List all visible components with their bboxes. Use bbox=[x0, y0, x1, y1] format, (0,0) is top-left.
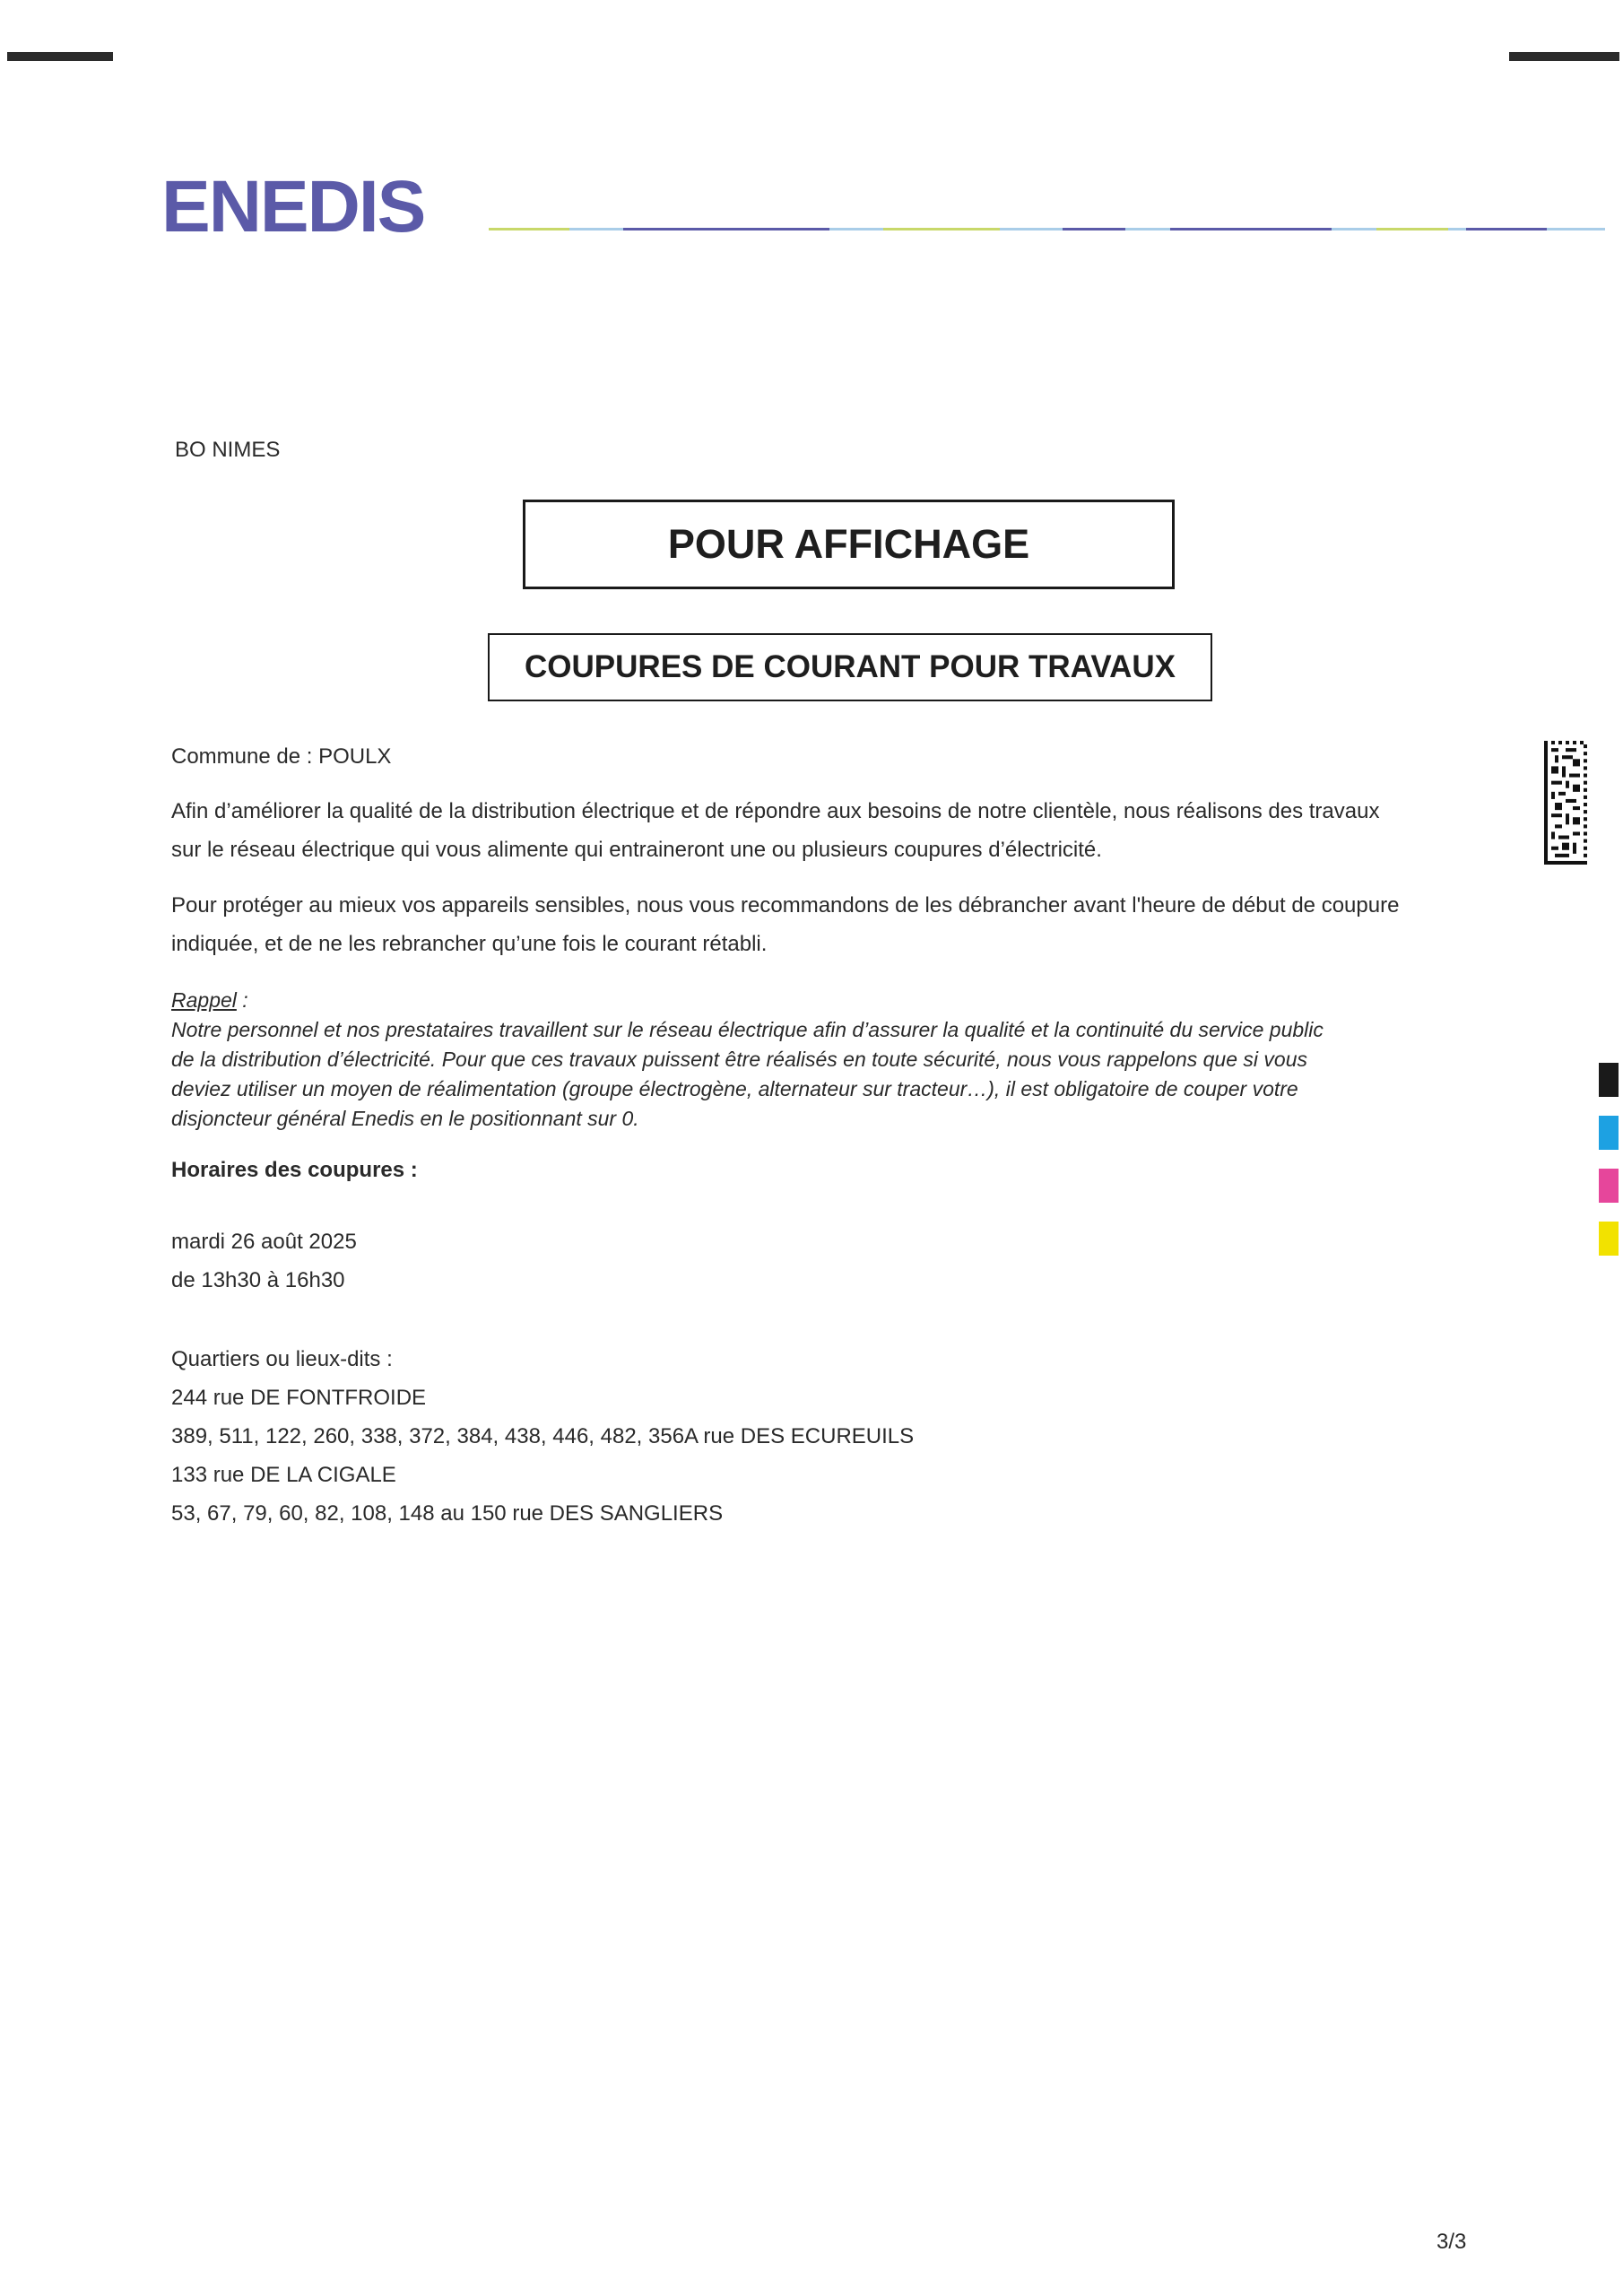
datamatrix-code-icon bbox=[1544, 741, 1587, 865]
page-number: 3/3 bbox=[1436, 2230, 1467, 2254]
enedis-logo bbox=[161, 170, 466, 242]
paragraph-intro bbox=[171, 792, 1480, 869]
paragraph-advice-line: Pour protéger au mieux vos appareils sensibles, nous vous recommandons de les débrancher avant l'heure de début de coupure bbox=[171, 893, 1400, 918]
locations-heading: Quartiers ou lieux-dits : bbox=[171, 1347, 393, 1371]
registration-mark-magenta bbox=[1599, 1169, 1619, 1203]
sender-office: BO NIMES bbox=[175, 438, 281, 462]
rappel-line: deviez utiliser un moyen de réalimentation (groupe électrogène, alternateur sur tracteur…), il est obligatoire de couper votre bbox=[171, 1077, 1298, 1100]
rappel-line: Notre personnel et nos prestataires travaillent sur le réseau électrique afin d’assurer la qualité et la continuité du service public bbox=[171, 1018, 1324, 1041]
rappel-block bbox=[171, 986, 1480, 1134]
location-item: 133 rue DE LA CIGALE bbox=[171, 1463, 396, 1487]
paragraph-advice-line: indiquée, et de ne les rebrancher qu’une fois le courant rétabli. bbox=[171, 932, 768, 956]
title-box: POUR AFFICHAGE bbox=[523, 500, 1175, 589]
schedule-date: mardi 26 août 2025 bbox=[171, 1230, 357, 1254]
schedule-time: de 13h30 à 16h30 bbox=[171, 1268, 345, 1292]
subtitle-box: COUPURES DE COURANT POUR TRAVAUX bbox=[488, 633, 1212, 701]
rappel-line: disjoncteur général Enedis en le positionnant sur 0. bbox=[171, 1107, 639, 1130]
logo-text: ENEDIS bbox=[161, 170, 425, 242]
paragraph-intro-line: Afin d’améliorer la qualité de la distribution électrique et de répondre aux besoins de notre clientèle, nous réalisons des travaux bbox=[171, 799, 1380, 823]
location-item: 53, 67, 79, 60, 82, 108, 148 au 150 rue DES SANGLIERS bbox=[171, 1501, 724, 1526]
rappel-heading bbox=[171, 986, 1480, 1015]
registration-mark-black bbox=[1599, 1063, 1619, 1097]
paragraph-intro-line: sur le réseau électrique qui vous alimente qui entraineront une ou plusieurs coupures d’électricité. bbox=[171, 838, 1102, 862]
rappel-colon: : bbox=[236, 988, 248, 1012]
paragraph-advice bbox=[171, 886, 1480, 963]
location-item: 389, 511, 122, 260, 338, 372, 384, 438, 446, 482, 356A rue DES ECUREUILS bbox=[171, 1424, 915, 1448]
scan-mark-left bbox=[7, 52, 113, 61]
location-item: 244 rue DE FONTFROIDE bbox=[171, 1386, 427, 1410]
rappel-label: Rappel bbox=[171, 988, 237, 1012]
scan-mark-right bbox=[1509, 52, 1619, 61]
locations-block bbox=[171, 1340, 1480, 1533]
registration-mark-cyan bbox=[1599, 1116, 1619, 1150]
header-rule bbox=[489, 228, 1605, 230]
registration-mark-yellow bbox=[1599, 1222, 1619, 1256]
schedule-block bbox=[171, 1222, 1480, 1300]
schedule-heading: Horaires des coupures : bbox=[171, 1158, 418, 1182]
rappel-line: de la distribution d’électricité. Pour que ces travaux puissent être réalisés en toute sécurité, nous vous rappelons que si vous bbox=[171, 1048, 1307, 1071]
commune-label: Commune de : POULX bbox=[171, 744, 392, 769]
